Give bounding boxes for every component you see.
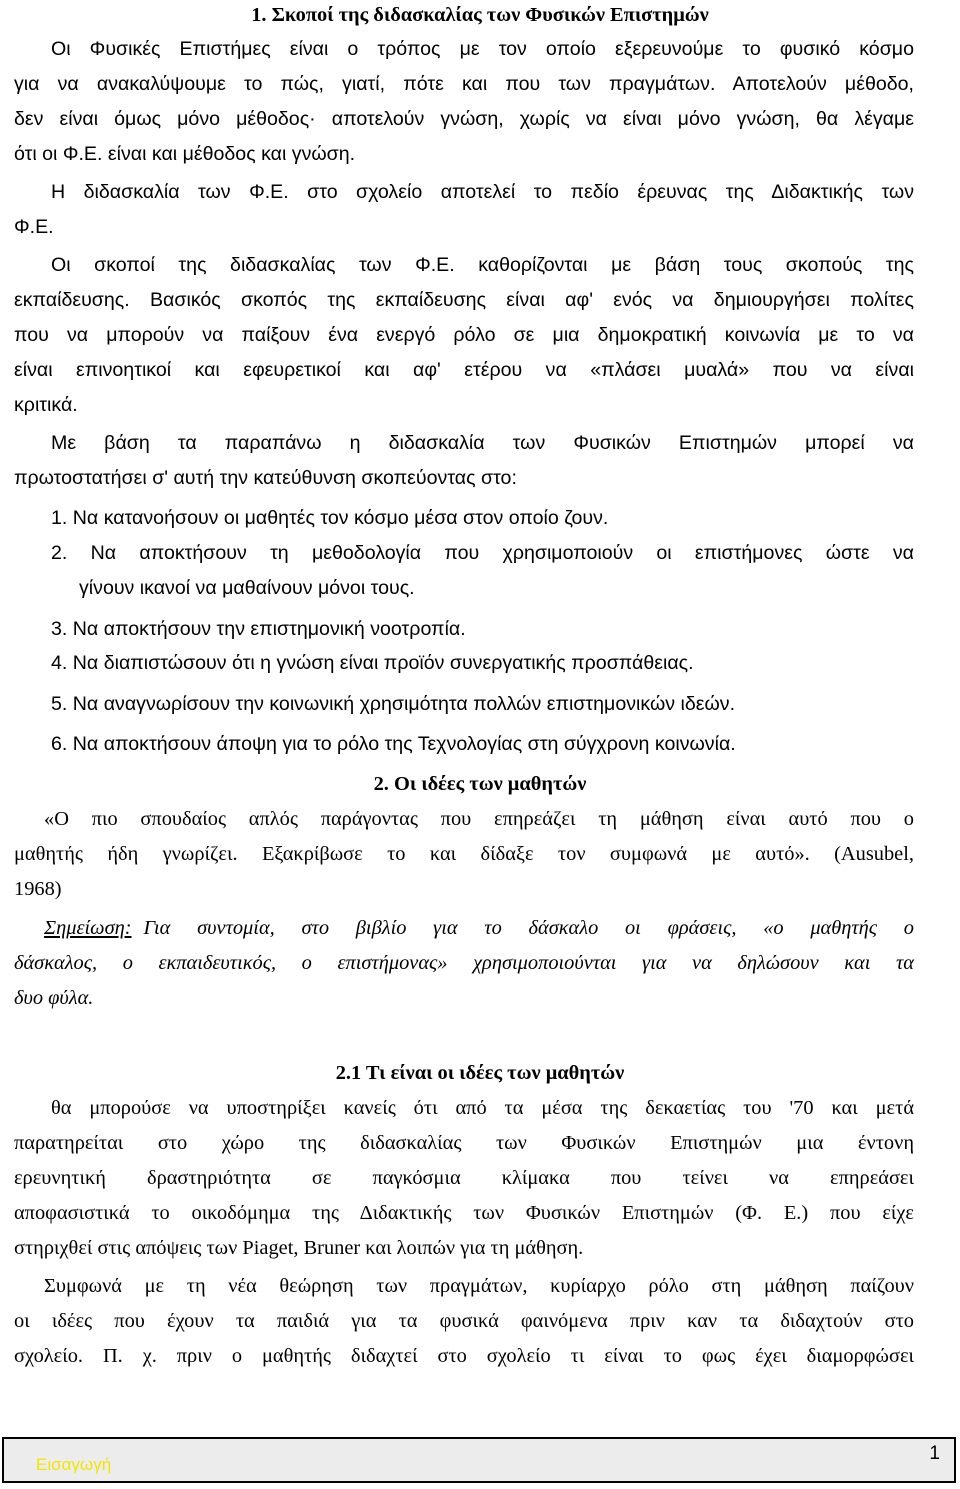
paragraph-line: πρωτοστατήσει σ' αυτή την κατεύθυνση σκοπεύοντας στο: bbox=[14, 467, 517, 489]
paragraph-line: Με βάση τα παραπάνω η διδασκαλία των Φυσικών Επιστημών μπορεί να bbox=[51, 432, 914, 454]
goal-item-continued: γίνουν ικανοί να μαθαίνουν μόνοι τους. bbox=[79, 577, 415, 599]
note-label: Σημείωση: bbox=[44, 917, 132, 939]
footer-title: Εισαγωγή bbox=[36, 1455, 112, 1474]
goal-item: 5. Να αναγνωρίσουν την κοινωνική χρησιμότητα πολλών επιστημονικών ιδεών. bbox=[51, 693, 736, 715]
paragraph-line: ερευνητική δραστηριότητα σε παγκόσμια κλίμακα που τείνει να επηρεάσει bbox=[14, 1167, 914, 1189]
paragraph-line: Οι σκοποί της διδασκαλίας των Φ.Ε. καθορίζονται με βάση τους σκοπούς της bbox=[51, 254, 914, 276]
paragraph-line: Φ.Ε. bbox=[14, 216, 54, 238]
note-line: δυο φύλα. bbox=[14, 987, 94, 1009]
note-line: δάσκαλος, ο εκπαιδευτικός, ο επιστήμονας» χρησιμοποιούνται για να δηλώσουν και τα bbox=[14, 952, 914, 974]
paragraph-line: οι ιδέες που έχουν τα παιδιά για τα φυσικά φαινόμενα πριν καν τα διδαχτούν στο bbox=[14, 1310, 914, 1332]
paragraph-line: Η διδασκαλία των Φ.Ε. στο σχολείο αποτελεί το πεδίο έρευνας της Διδακτικής των bbox=[51, 181, 914, 203]
paragraph-line: ότι οι Φ.Ε. είναι και μέθοδος και γνώση. bbox=[14, 143, 356, 165]
section-2-1-heading: 2.1 Τι είναι οι ιδέες των μαθητών bbox=[335, 1062, 625, 1084]
goal-item: 6. Να αποκτήσουν άποψη για το ρόλο της Τεχνολογίας στη σύγχρονη κοινωνία. bbox=[51, 733, 736, 755]
paragraph-line: δεν είναι όμως μόνο μέθοδος· αποτελούν γνώση, χωρίς να είναι μόνο γνώση, θα λέγαμε bbox=[14, 108, 914, 130]
note-first-line bbox=[44, 916, 914, 940]
section-1-heading: 1. Σκοποί της διδασκαλίας των Φυσικών Επιστημών bbox=[251, 4, 709, 26]
paragraph-line: εκπαίδευσης. Βασικός σκοπός της εκπαίδευσης είναι αφ' ενός να δημιουργήσει πολίτες bbox=[14, 289, 914, 311]
paragraph-line: παρατηρείται στο χώρο της διδασκαλίας των Φυσικών Επιστημών μια έντονη bbox=[14, 1132, 914, 1154]
paragraph-line: είναι επινοητικοί και εφευρετικοί και αφ' ετέρου να «πλάσει μυαλά» που να είναι bbox=[14, 359, 914, 381]
quote-line: «Ο πιο σπουδαίος απλός παράγοντας που επηρεάζει τη μάθηση είναι αυτό που ο bbox=[44, 808, 914, 830]
goal-item: 4. Να διαπιστώσουν ότι η γνώση είναι προϊόν συνεργατικής προσπάθειας. bbox=[51, 652, 694, 674]
paragraph-line: σχολείο. Π. χ. πριν ο μαθητής διδαχτεί στο σχολείο τι είναι το φως έχει διαμορφώσει bbox=[14, 1345, 914, 1367]
section-2-heading: 2. Οι ιδέες των μαθητών bbox=[373, 773, 587, 795]
paragraph-line: για να ανακαλύψουμε το πώς, γιατί, πότε και που των πραγμάτων. Αποτελούν μέθοδο, bbox=[14, 73, 914, 95]
paragraph-line: Οι Φυσικές Επιστήμες είναι ο τρόπος με τον οποίο εξερευνούμε το φυσικό κόσμο bbox=[51, 38, 914, 60]
paragraph-line: θα μπορούσε να υποστηρίξει κανείς ότι από τα μέσα της δεκαετίας του '70 και μετά bbox=[51, 1097, 914, 1119]
goal-item: 3. Να αποκτήσουν την επιστημονική νοοτροπία. bbox=[51, 618, 466, 640]
paragraph-line: αποφασιστικά το οικοδόμημα της Διδακτικής των Φυσικών Επιστημών (Φ. Ε.) που είχε bbox=[14, 1202, 914, 1224]
paragraph-line: Συμφωνά με τη νέα θεώρηση των πραγμάτων, κυρίαρχο ρόλο στη μάθηση παίζουν bbox=[44, 1275, 914, 1297]
paragraph-line: κριτικά. bbox=[14, 394, 78, 416]
quote-line: 1968) bbox=[14, 878, 62, 900]
goal-item: 2. Να αποκτήσουν τη μεθοδολογία που χρησιμοποιούν οι επιστήμονες ώστε να bbox=[51, 542, 914, 564]
page-number: 1 bbox=[929, 1443, 940, 1464]
paragraph-line: που να μπορούν να παίξουν ένα ενεργό ρόλο σε μια δημοκρατική κοινωνία με το να bbox=[14, 324, 914, 346]
note-text: Για συντομία, στο βιβλίο για το δάσκαλο οι φράσεις, «ο μαθητής ο bbox=[143, 917, 914, 939]
goal-item: 1. Να κατανοήσουν οι μαθητές τον κόσμο μέσα στον οποίο ζουν. bbox=[51, 507, 609, 529]
page-footer bbox=[2, 1437, 956, 1483]
paragraph-line: στηριχθεί στις απόψεις των Piaget, Bruner και λοιπών για τη μάθηση. bbox=[14, 1237, 584, 1259]
quote-line: μαθητής ήδη γνωρίζει. Εξακρίβωσε το και δίδαξε τον συμφωνά με αυτό». (Ausubel, bbox=[14, 843, 914, 865]
